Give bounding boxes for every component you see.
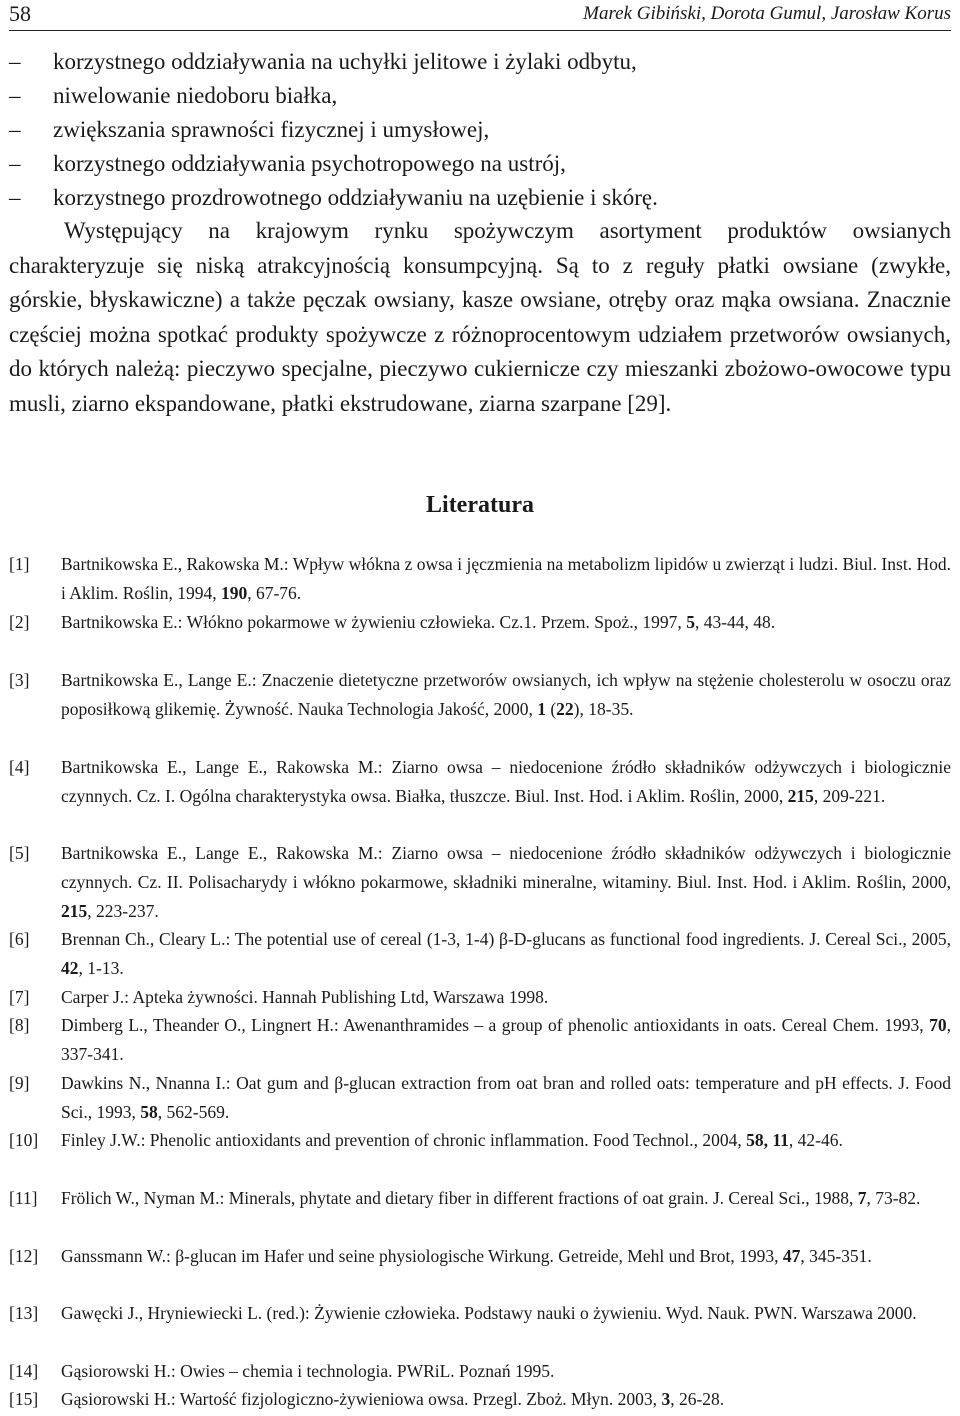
reference-number: [7] [9, 987, 30, 1007]
reference-text [61, 843, 951, 921]
reference-volume: 215 [787, 786, 814, 806]
reference-number: [6] [9, 929, 30, 949]
reference-text-part: Bartnikowska E., Lange E., Rakowska M.: Ziarno owsa – niedocenione źródło składników odżywczych i biologicznie czynnych. Cz. I. Ogólna charakterystyka owsa. Białka, tłuszcze. Biul. Inst. Hod. i Aklim. Roślin, 2000, [61, 757, 951, 806]
reference-text-part: Dimberg L., Theander O., Lingnert H.: Awenanthramides – a group of phenolic antioxidants in oats. Cereal Chem. 1993, [61, 1015, 930, 1035]
reference-item [9, 1385, 951, 1414]
reference-volume: 42 [61, 958, 79, 978]
running-header-authors: Marek Gibiński, Dorota Gumul, Jarosław Korus [583, 3, 951, 24]
reference-volume: 215 [61, 901, 88, 921]
reference-text-part: Bartnikowska E.: Włókno pokarmowe w żywieniu człowieka. Cz.1. Przem. Spoż., 1997, [61, 612, 687, 632]
reference-text [61, 757, 951, 806]
reference-item [9, 1299, 951, 1328]
reference-text-part: Dawkins N., Nnanna I.: Oat gum and β-glucan extraction from oat bran and rolled oats: temperature and pH effects. J. Food Sci., 1993, [61, 1073, 951, 1122]
running-header [9, 0, 951, 31]
reference-text-part: Frölich W., Nyman M.: Minerals, phytate and dietary fiber in different fractions of oat grain. J. Cereal Sci., 1988, [61, 1188, 858, 1208]
reference-number: [9] [9, 1073, 30, 1093]
reference-item [9, 550, 951, 608]
list-item-text: korzystnego prozdrowotnego oddziaływaniu na uzębienie i skórę. [53, 185, 658, 210]
reference-text-part: Brennan Ch., Cleary L.: The potential use of cereal (1-3, 1-4) β-D-glucans as functional food ingredients. J. Cereal Sci., 2005, [61, 929, 951, 949]
reference-volume: 7 [857, 1188, 867, 1208]
reference-text [61, 1389, 724, 1409]
reference-text-part: , 43-44, 48. [694, 612, 776, 632]
reference-number: [10] [9, 1130, 39, 1150]
list-item [9, 45, 951, 79]
reference-number: [8] [9, 1015, 30, 1035]
list-dash: – [9, 117, 21, 142]
reference-text-part: ( [545, 699, 557, 719]
list-item [9, 147, 951, 181]
reference-item [9, 1242, 951, 1271]
reference-number: [11] [9, 1188, 38, 1208]
page-number: 58 [9, 1, 31, 26]
reference-item [9, 1184, 951, 1213]
bullet-list [9, 45, 951, 215]
reference-text-part: Gąsiorowski H.: Wartość fizjologiczno-żywieniowa owsa. Przegl. Zboż. Młyn. 2003, [61, 1389, 662, 1409]
reference-text [61, 987, 548, 1007]
list-item-text: korzystnego oddziaływania psychotropowego na ustrój, [53, 151, 566, 176]
reference-volume: 70 [929, 1015, 947, 1035]
reference-text-part: , 209-221. [813, 786, 886, 806]
reference-text-part: Bartnikowska E., Rakowska M.: Wpływ włókna z owsa i jęczmienia na metabolizm lipidów u zwierząt i ludzi. Biul. Inst. Hod. i Aklim. Roślin, 1994, [61, 554, 951, 603]
reference-text [61, 554, 951, 603]
reference-item [9, 983, 951, 1012]
reference-item [9, 1126, 951, 1155]
reference-text-part: Gąsiorowski H.: Owies – chemia i technologia. PWRiL. Poznań 1995. [61, 1361, 555, 1381]
reference-volume: 1 [537, 699, 546, 719]
reference-number: [2] [9, 612, 30, 632]
reference-text [61, 612, 775, 632]
reference-volume: 22 [556, 699, 574, 719]
reference-text [61, 1188, 920, 1208]
reference-number: [5] [9, 843, 30, 863]
reference-number: [1] [9, 554, 30, 574]
reference-text [61, 670, 951, 719]
reference-item [9, 925, 951, 983]
reference-text-part: Finley J.W.: Phenolic antioxidants and prevention of chronic inflammation. Food Technol., 2004, [61, 1130, 747, 1150]
reference-text-part: , 42-46. [788, 1130, 843, 1150]
reference-text [61, 1246, 872, 1266]
reference-volume: 58 [140, 1102, 158, 1122]
list-item-text: niwelowanie niedoboru białka, [53, 83, 338, 108]
list-item [9, 79, 951, 113]
reference-volume: 3 [661, 1389, 671, 1409]
reference-volume: 58, 11 [746, 1130, 789, 1150]
reference-item [9, 753, 951, 811]
reference-text-part: Carper J.: Apteka żywności. Hannah Publishing Ltd, Warszawa 1998. [61, 987, 549, 1007]
list-dash: – [9, 49, 21, 74]
reference-number: [14] [9, 1361, 39, 1381]
reference-volume: 47 [782, 1246, 801, 1266]
reference-item [9, 1357, 951, 1386]
list-item-text: zwiększania sprawności fizycznej i umysłowej, [53, 117, 490, 142]
reference-volume: 190 [220, 583, 248, 603]
reference-text-part: , 345-351. [800, 1246, 872, 1266]
reference-text [61, 1303, 917, 1323]
reference-item [9, 1011, 951, 1069]
list-dash: – [9, 151, 21, 176]
reference-text-part: , 67-76. [247, 583, 302, 603]
reference-text-part: , 1-13. [78, 958, 124, 978]
reference-text [61, 1073, 951, 1122]
reference-text [61, 929, 951, 978]
reference-text-part: Bartnikowska E., Lange E.: Znaczenie dietetyczne przetworów owsianych, ich wpływ na stężenie cholesterolu w osoczu oraz poposiłkową glikemię. Żywność. Nauka Technologia Jakość, 2000, [61, 670, 951, 719]
reference-text-part: Bartnikowska E., Lange E., Rakowska M.: Ziarno owsa – niedocenione źródło składników odżywczych i biologicznie czynnych. Cz. II. Polisacharydy i włókno pokarmowe, składniki mineralne, witaminy. Biul. Inst. Hod. i Aklim. Roślin, 2000, [61, 843, 951, 892]
list-dash: – [9, 83, 21, 108]
reference-number: [4] [9, 757, 30, 777]
reference-text-part: , 73-82. [866, 1188, 921, 1208]
reference-text-part: , 337-341. [61, 1015, 951, 1064]
reference-text-part: Gawęcki J., Hryniewiecki L. (red.): Żywienie człowieka. Podstawy nauki o żywieniu. Wyd. Nauk. PWN. Warszawa 2000. [61, 1303, 917, 1323]
section-title: Literatura [426, 492, 534, 518]
reference-text-part: , 26-28. [670, 1389, 725, 1409]
reference-number: [15] [9, 1389, 39, 1409]
reference-text-part: ), 18-35. [573, 699, 634, 719]
reference-item [9, 839, 951, 926]
list-dash: – [9, 185, 21, 210]
list-item [9, 181, 951, 215]
reference-item [9, 666, 951, 724]
reference-number: [3] [9, 670, 30, 690]
reference-item [9, 1069, 951, 1127]
reference-text [61, 1361, 554, 1381]
reference-text [61, 1130, 843, 1150]
reference-text [61, 1015, 951, 1064]
list-item [9, 113, 951, 147]
reference-number: [13] [9, 1303, 39, 1323]
reference-text-part: Ganssmann W.: β-glucan im Hafer und seine physiologische Wirkung. Getreide, Mehl und Brot, 1993, [61, 1246, 783, 1266]
reference-text-part: , 562-569. [157, 1102, 230, 1122]
reference-number: [12] [9, 1246, 39, 1266]
reference-volume: 5 [686, 612, 695, 632]
reference-item [9, 608, 951, 637]
list-item-text: korzystnego oddziaływania na uchyłki jelitowe i żylaki odbytu, [53, 49, 637, 74]
reference-text-part: , 223-237. [87, 901, 159, 921]
body-paragraph: Występujący na krajowym rynku spożywczym asortyment produktów owsianych charakteryzuje się niską atrakcyjnością konsumpcyjną. Są to z reguły płatki owsiane (zwykłe, górskie, błyskawiczne) a także pęczak owsiany, kasze owsiane, otręby oraz mąka owsiana. Znacznie częściej można spotkać produkty spożywcze z różnoprocentowym udziałem przetworów owsianych, do których należą: pieczywo specjalne, pieczywo cukiernicze czy mieszanki zbożowo-owocowe typu musli, ziarno ekspandowane, płatki ekstrudowane, ziarna szarpane [29]. [9, 218, 951, 416]
